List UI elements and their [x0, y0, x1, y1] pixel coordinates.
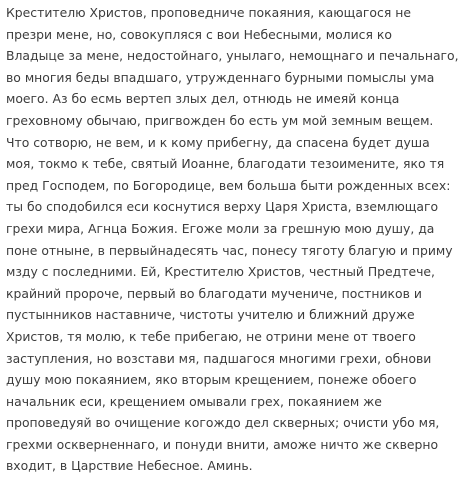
prayer-line: грехи мира, Агнца Божия. Егоже моли за грешную мою душу, да	[6, 220, 435, 236]
prayer-line: поне отныне, в первыйнадесять час, понесу тяготу благую и приму	[6, 242, 453, 258]
prayer-line: моего. Аз бо есмь вертеп злых дел, отнюдь не имеяй конца	[6, 91, 400, 107]
prayer-line: Владыце за мене, недостойнаго, унылаго, немощнаго и печальнаго,	[6, 48, 459, 64]
prayer-line: грехми оскверненнаго, и понуди внити, аможе ничто же скверно	[6, 436, 439, 452]
prayer-line: во многия беды впадшаго, утружденнаго бурными помыслы ума	[6, 69, 435, 85]
prayer-line: Что сотворю, не вем, и к кому прибегну, да спасена будет душа	[6, 134, 430, 150]
prayer-line: крайний пророче, первый во благодати мучениче, постников и	[6, 285, 422, 301]
prayer-line: ты бо сподобился еси коснутися верху Царя Христа, вземлющаго	[6, 199, 439, 215]
prayer-line: моя, токмо к тебе, святый Иоанне, благодати тезоимените, яко тя	[6, 156, 445, 172]
prayer-line: заступления, но возстави мя, падшагося многими грехи, обнови	[6, 350, 432, 366]
prayer-line: начальник еси, крещением омывали грех, покаянием же	[6, 393, 382, 409]
prayer-line: входит, в Царствие Небесное. Аминь.	[6, 458, 253, 474]
prayer-line: мзду с последними. Ей, Крестителю Христов, честный Предтече,	[6, 264, 435, 280]
prayer-line: Крестителю Христов, проповедниче покаяния, кающагося не	[6, 5, 411, 20]
prayer-line: пред Господем, по Богородице, вем больша быти рожденных всех:	[6, 177, 451, 193]
prayer-line: презри мене, но, совокупляся с вои Небесными, молися ко	[6, 26, 392, 42]
prayer-line: пустынников наставниче, чистоты учителю и ближний друже	[6, 307, 415, 323]
prayer-line: проповедуяй во очищение когождо дел скверных; очисти убо мя,	[6, 415, 440, 431]
prayer-line: греховному обычаю, пригвожден бо есть ум мой земным вещем.	[6, 112, 434, 128]
prayer-line: душу мою покаянием, яко вторым крещением, понеже обоего	[6, 372, 417, 388]
prayer-line: Христов, тя молю, к тебе прибегаю, не отрини мене от твоего	[6, 328, 416, 344]
